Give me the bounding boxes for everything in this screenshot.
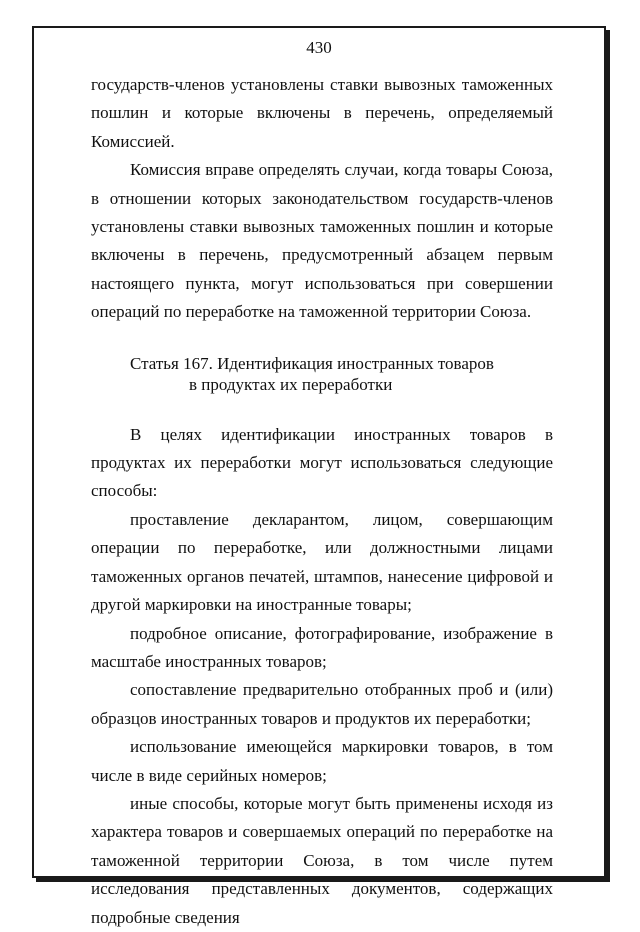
page-frame [32,26,606,927]
paragraph-commission-rights: Комиссия вправе определять случаи, когда товары Союза, в отношении которых законодательством государств-членов установлены ставки вывозных таможенных пошлин и которые включены в перечень, предусмотренный абзацем первым настоящего пункта, могут использоваться при совершении операций по переработке на таможенной территории Союза. [91,160,553,322]
article-heading-line-1: Статья 167. Идентификация иностранных товаров [130,353,494,373]
paragraph-intro: В целях идентификации иностранных товаров в продуктах их переработки могут использоваться следующие способы: [91,424,553,501]
page-number: 430 [306,38,332,57]
paragraph-continuation: государств-членов установлены ставки вывозных таможенных пошлин и которые включены в перечень, определяемый Комиссией. [91,75,553,151]
list-item-samples: сопоставление предварительно отобранных проб и (или) образцов иностранных товаров и продуктов их переработки; [91,680,553,728]
article-heading [91,353,553,395]
document-body [91,71,553,932]
article-heading-line-2: в продуктах их переработки [189,374,393,394]
list-item-other-methods: иные способы, которые могут быть применены исходя из характера товаров и совершаемых операций по переработке на таможенной территории Союза, в том числе путем исследования представленных документов, содержащих подробные сведения [91,793,553,927]
list-item-description: подробное описание, фотографирование, изображение в масштабе иностранных товаров; [91,623,553,671]
list-item-stamping: проставление декларантом, лицом, совершающим операции по переработке, или должностными лицами таможенных органов печатей, штампов, нанесение цифровой и другой маркировки на иностранные товары; [91,509,553,615]
list-item-existing-marking: использование имеющейся маркировки товаров, в том числе в виде серийных номеров; [91,737,553,785]
